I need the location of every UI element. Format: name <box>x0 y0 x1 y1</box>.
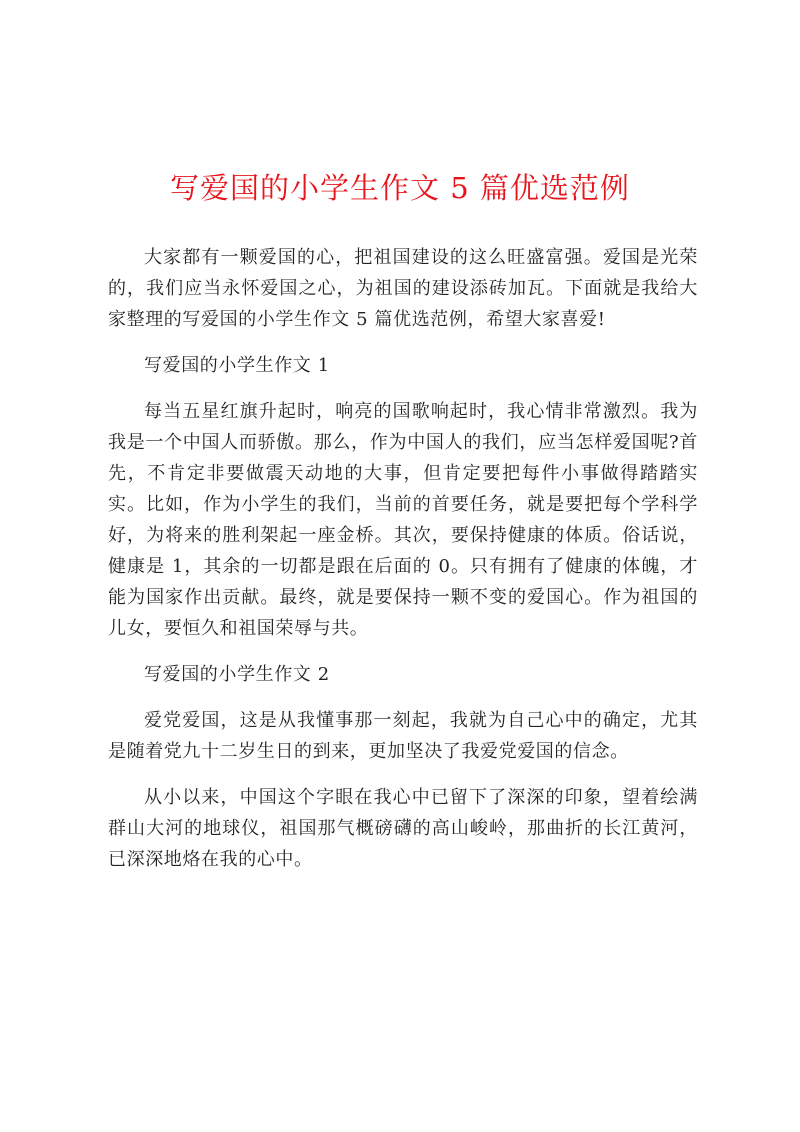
document-body <box>108 242 698 875</box>
essay-1-paragraph: 每当五星红旗升起时，响亮的国歌响起时，我心情非常激烈。我为我是一个中国人而骄傲。那么，作为中国人的我们，应当怎样爱国呢?首先，不肯定非要做震天动地的大事，但肯定要把每件小事做得踏踏实实。比如，作为小学生的我们，当前的首要任务，就是要把每个学科学好，为将来的胜利架起一座金桥。其次，要保持健康的体质。俗话说，健康是 1，其余的一切都是跟在后面的 0。只有拥有了健康的体魄，才能为国家作出贡献。最终，就是要保持一颗不变的爱国心。作为祖国的儿女，要恒久和祖国荣辱与共。 <box>108 401 698 639</box>
essay-1-heading: 写爱国的小学生作文 1 <box>144 355 330 376</box>
essay-2-paragraph-1: 爱党爱国，这是从我懂事那一刻起，我就为自己心中的确定，尤其是随着党九十二岁生日的到来，更加坚决了我爱党爱国的信念。 <box>108 710 698 762</box>
intro-paragraph: 大家都有一颗爱国的心，把祖国建设的这么旺盛富强。爱国是光荣的，我们应当永怀爱国之心，为祖国的建设添砖加瓦。下面就是我给大家整理的写爱国的小学生作文 5 篇优选范例，希望大家喜爱! <box>108 247 698 330</box>
document-title: 写爱国的小学生作文 5 篇优选范例 <box>170 171 630 205</box>
essay-2-heading: 写爱国的小学生作文 2 <box>144 664 330 685</box>
essay-2-paragraph-2: 从小以来，中国这个字眼在我心中已留下了深深的印象，望着绘满群山大河的地球仪，祖国那气概磅礴的高山峻岭，那曲折的长江黄河，已深深地烙在我的心中。 <box>108 787 698 870</box>
